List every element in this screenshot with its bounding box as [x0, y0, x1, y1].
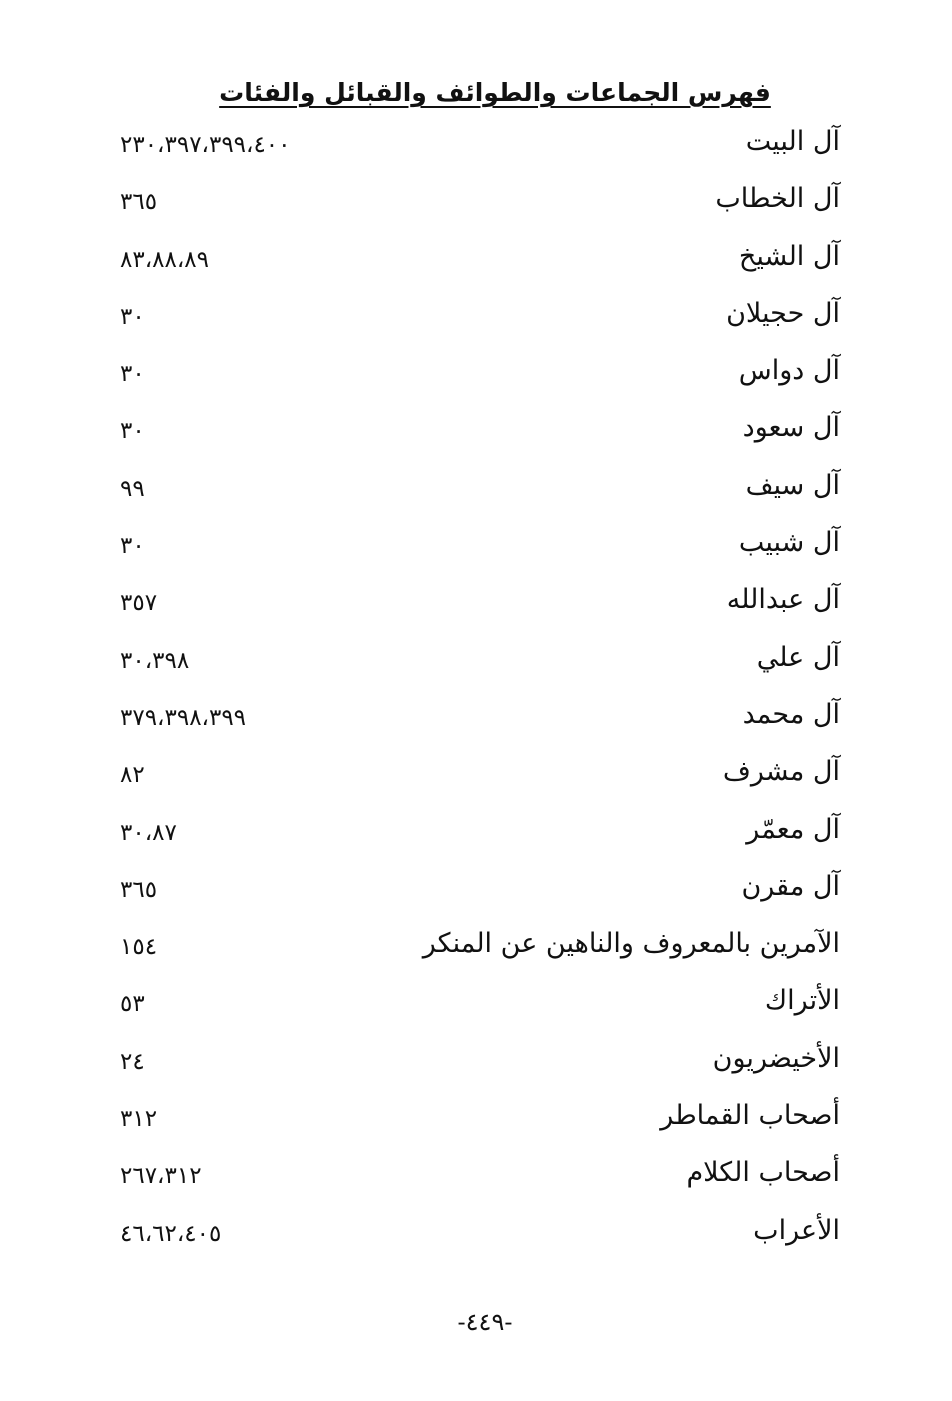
entry-page-numbers: ٣٦٥: [120, 189, 158, 216]
index-entry: [0, 863, 952, 920]
index-entry: [0, 175, 952, 232]
entry-name: أصحاب القماطر: [660, 1100, 840, 1132]
index-entry: [0, 118, 952, 175]
index-entry: [0, 404, 952, 461]
entry-page-numbers: ١٥٤: [120, 934, 158, 961]
index-entry: [0, 1035, 952, 1092]
index-entry: [0, 1149, 952, 1206]
entry-page-numbers: ٨٢: [120, 762, 145, 789]
entry-page-numbers: ٣٠،٨٧: [120, 819, 177, 846]
entry-name: آل الشيخ: [738, 240, 840, 272]
entry-name: آل محمد: [742, 698, 840, 730]
index-entry: [0, 233, 952, 290]
index-entry: [0, 806, 952, 863]
entry-name: آل شبيب: [738, 527, 840, 559]
entry-name: آل معمّر: [746, 813, 840, 845]
entry-page-numbers: ٣٠: [120, 303, 145, 330]
index-entry: [0, 462, 952, 519]
entry-page-numbers: ٨٣،٨٨،٨٩: [120, 246, 209, 273]
index-entry: [0, 634, 952, 691]
entry-name: آل مشرف: [722, 756, 840, 788]
entry-page-numbers: ٣٠: [120, 533, 145, 560]
entry-page-numbers: ٣٠: [120, 361, 145, 388]
index-entry: [0, 576, 952, 633]
index-entry: [0, 519, 952, 576]
entry-name: الأتراك: [764, 985, 840, 1017]
entry-name: آل سيف: [745, 469, 840, 501]
entry-name: آل عبدالله: [726, 584, 840, 616]
index-entry: [0, 1207, 952, 1264]
entry-name: آل الخطاب: [715, 183, 840, 215]
entry-page-numbers: ٢٦٧،٣١٢: [120, 1163, 202, 1190]
entry-name: الآمرين بالمعروف والناهين عن المنكر: [422, 928, 840, 960]
entry-name: آل مقرن: [741, 870, 840, 902]
entry-name: آل دواس: [738, 355, 840, 387]
entry-page-numbers: ٣٠: [120, 418, 145, 445]
index-entries: [0, 118, 952, 1264]
entry-page-numbers: ٣٠،٣٩٨: [120, 647, 190, 674]
index-entry: [0, 920, 952, 977]
entry-name: آل حجيلان: [726, 297, 840, 329]
entry-name: الأخيضريون: [712, 1042, 840, 1074]
index-entry: [0, 1092, 952, 1149]
index-entry: [0, 977, 952, 1034]
entry-name: آل البيت: [745, 126, 840, 157]
entry-page-numbers: ٤٦،٦٢،٤٠٥: [120, 1220, 222, 1247]
entry-page-numbers: ٩٩: [120, 475, 145, 502]
entry-name: الأعراب: [753, 1214, 840, 1246]
entry-name: آل علي: [756, 641, 840, 673]
entry-name: آل سعود: [742, 412, 840, 444]
index-entry: [0, 347, 952, 404]
index-entry: [0, 748, 952, 805]
page-number: -٤٤٩-: [457, 1308, 513, 1336]
index-entry: [0, 691, 952, 748]
entry-page-numbers: ٣٧٩،٣٩٨،٣٩٩: [120, 704, 247, 731]
entry-page-numbers: ٥٣: [120, 991, 145, 1018]
page-title: فهرس الجماعات والطوائف والقبائل والفئات: [219, 78, 771, 107]
entry-name: أصحاب الكلام: [686, 1157, 840, 1189]
entry-page-numbers: ٣١٢: [120, 1106, 158, 1133]
entry-page-numbers: ٢٣٠،٣٩٧،٣٩٩،٤٠٠: [120, 132, 291, 158]
entry-page-numbers: ٣٦٥: [120, 876, 158, 903]
index-entry: [0, 290, 952, 347]
entry-page-numbers: ٣٥٧: [120, 590, 158, 617]
entry-page-numbers: ٢٤: [120, 1048, 145, 1075]
